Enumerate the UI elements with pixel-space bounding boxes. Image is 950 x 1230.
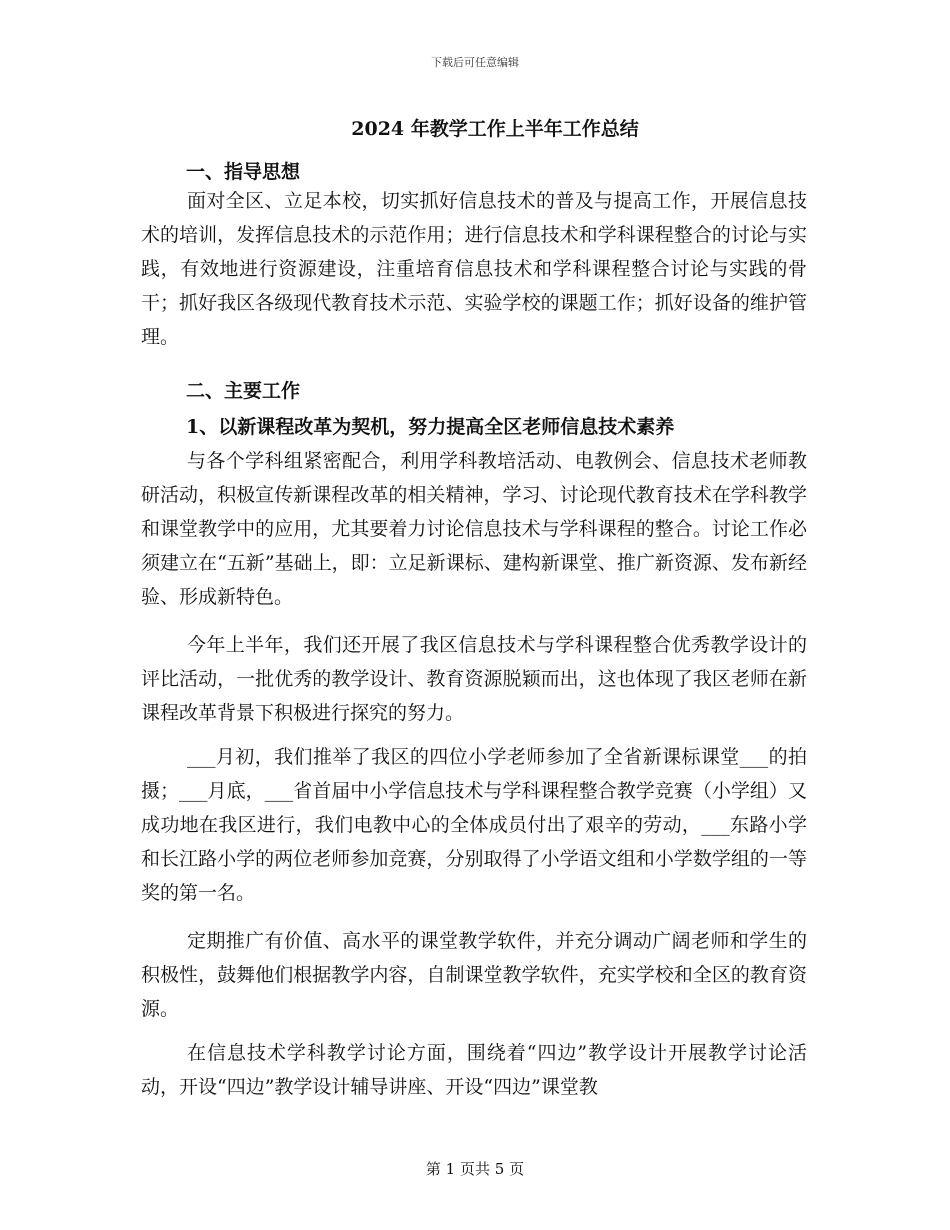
section-heading-main-work: 二、主要工作 <box>186 380 301 402</box>
subsection-heading-curriculum-reform: 1、以新课程改革为契机，努力提高全区老师信息技术素养 <box>186 416 675 438</box>
paragraph-software-promotion: 定期推广有价值、高水平的课堂教学软件，并充分调动广阔老师和学生的积极性，鼓舞他们根据教学内容，自制课堂教学软件，充实学校和全区的教育资源。 <box>141 930 807 1020</box>
page-footer-number: 第 1 页共 5 页 <box>425 1160 525 1178</box>
paragraph-four-sides-teaching: 在信息技术学科教学讨论方面，围绕着“四边”教学设计开展教学讨论活动，开设“四边”教学设计辅导讲座、开设“四边”课堂教 <box>141 1042 807 1098</box>
paragraph-collaboration: 与各个学科组紧密配合，利用学科教培活动、电教例会、信息技术老师教研活动，积极宣传新课程改革的相关精神，学习、讨论现代教育技术在学科教学和课堂教学中的应用，尤其要着力讨论信息技术与学科课程的整合。讨论工作必须建立在“五新”基础上，即：立足新课标、建构新课堂、推广新资源、发布新经验、形成新特色。 <box>141 450 807 608</box>
document-title: 2024 年教学工作上半年工作总结 <box>351 118 639 140</box>
paragraph-teacher-contest: ___月初，我们推举了我区的四位小学老师参加了全省新课标课堂___的拍摄；___月底，___省首届中小学信息技术与学科课程整合教学竞赛（小学组）又成功地在我区进行，我们电教中心的全体成员付出了艰辛的劳动，___东路小学和长江路小学的两位老师参加竞赛，分别取得了小学语文组和小学数学组的一等奖的第一名。 <box>141 746 807 904</box>
section-heading-guiding-ideology: 一、指导思想 <box>186 161 301 183</box>
paragraph-guiding-ideology: 面对全区、立足本校，切实抓好信息技术的普及与提高工作，开展信息技术的培训，发挥信息技术的示范作用；进行信息技术和学科课程整合的讨论与实践，有效地进行资源建设，注重培育信息技术和学科课程整合讨论与实践的骨干；抓好我区各级现代教育技术示范、实验学校的课题工作；抓好设备的维护管理。 <box>141 190 807 348</box>
page-header-note: 下载后可任意编辑 <box>431 56 519 69</box>
paragraph-design-competition: 今年上半年，我们还开展了我区信息技术与学科课程整合优秀教学设计的评比活动，一批优秀的教学设计、教育资源脱颖而出，这也体现了我区老师在新课程改革背景下积极进行探究的努力。 <box>141 634 807 724</box>
